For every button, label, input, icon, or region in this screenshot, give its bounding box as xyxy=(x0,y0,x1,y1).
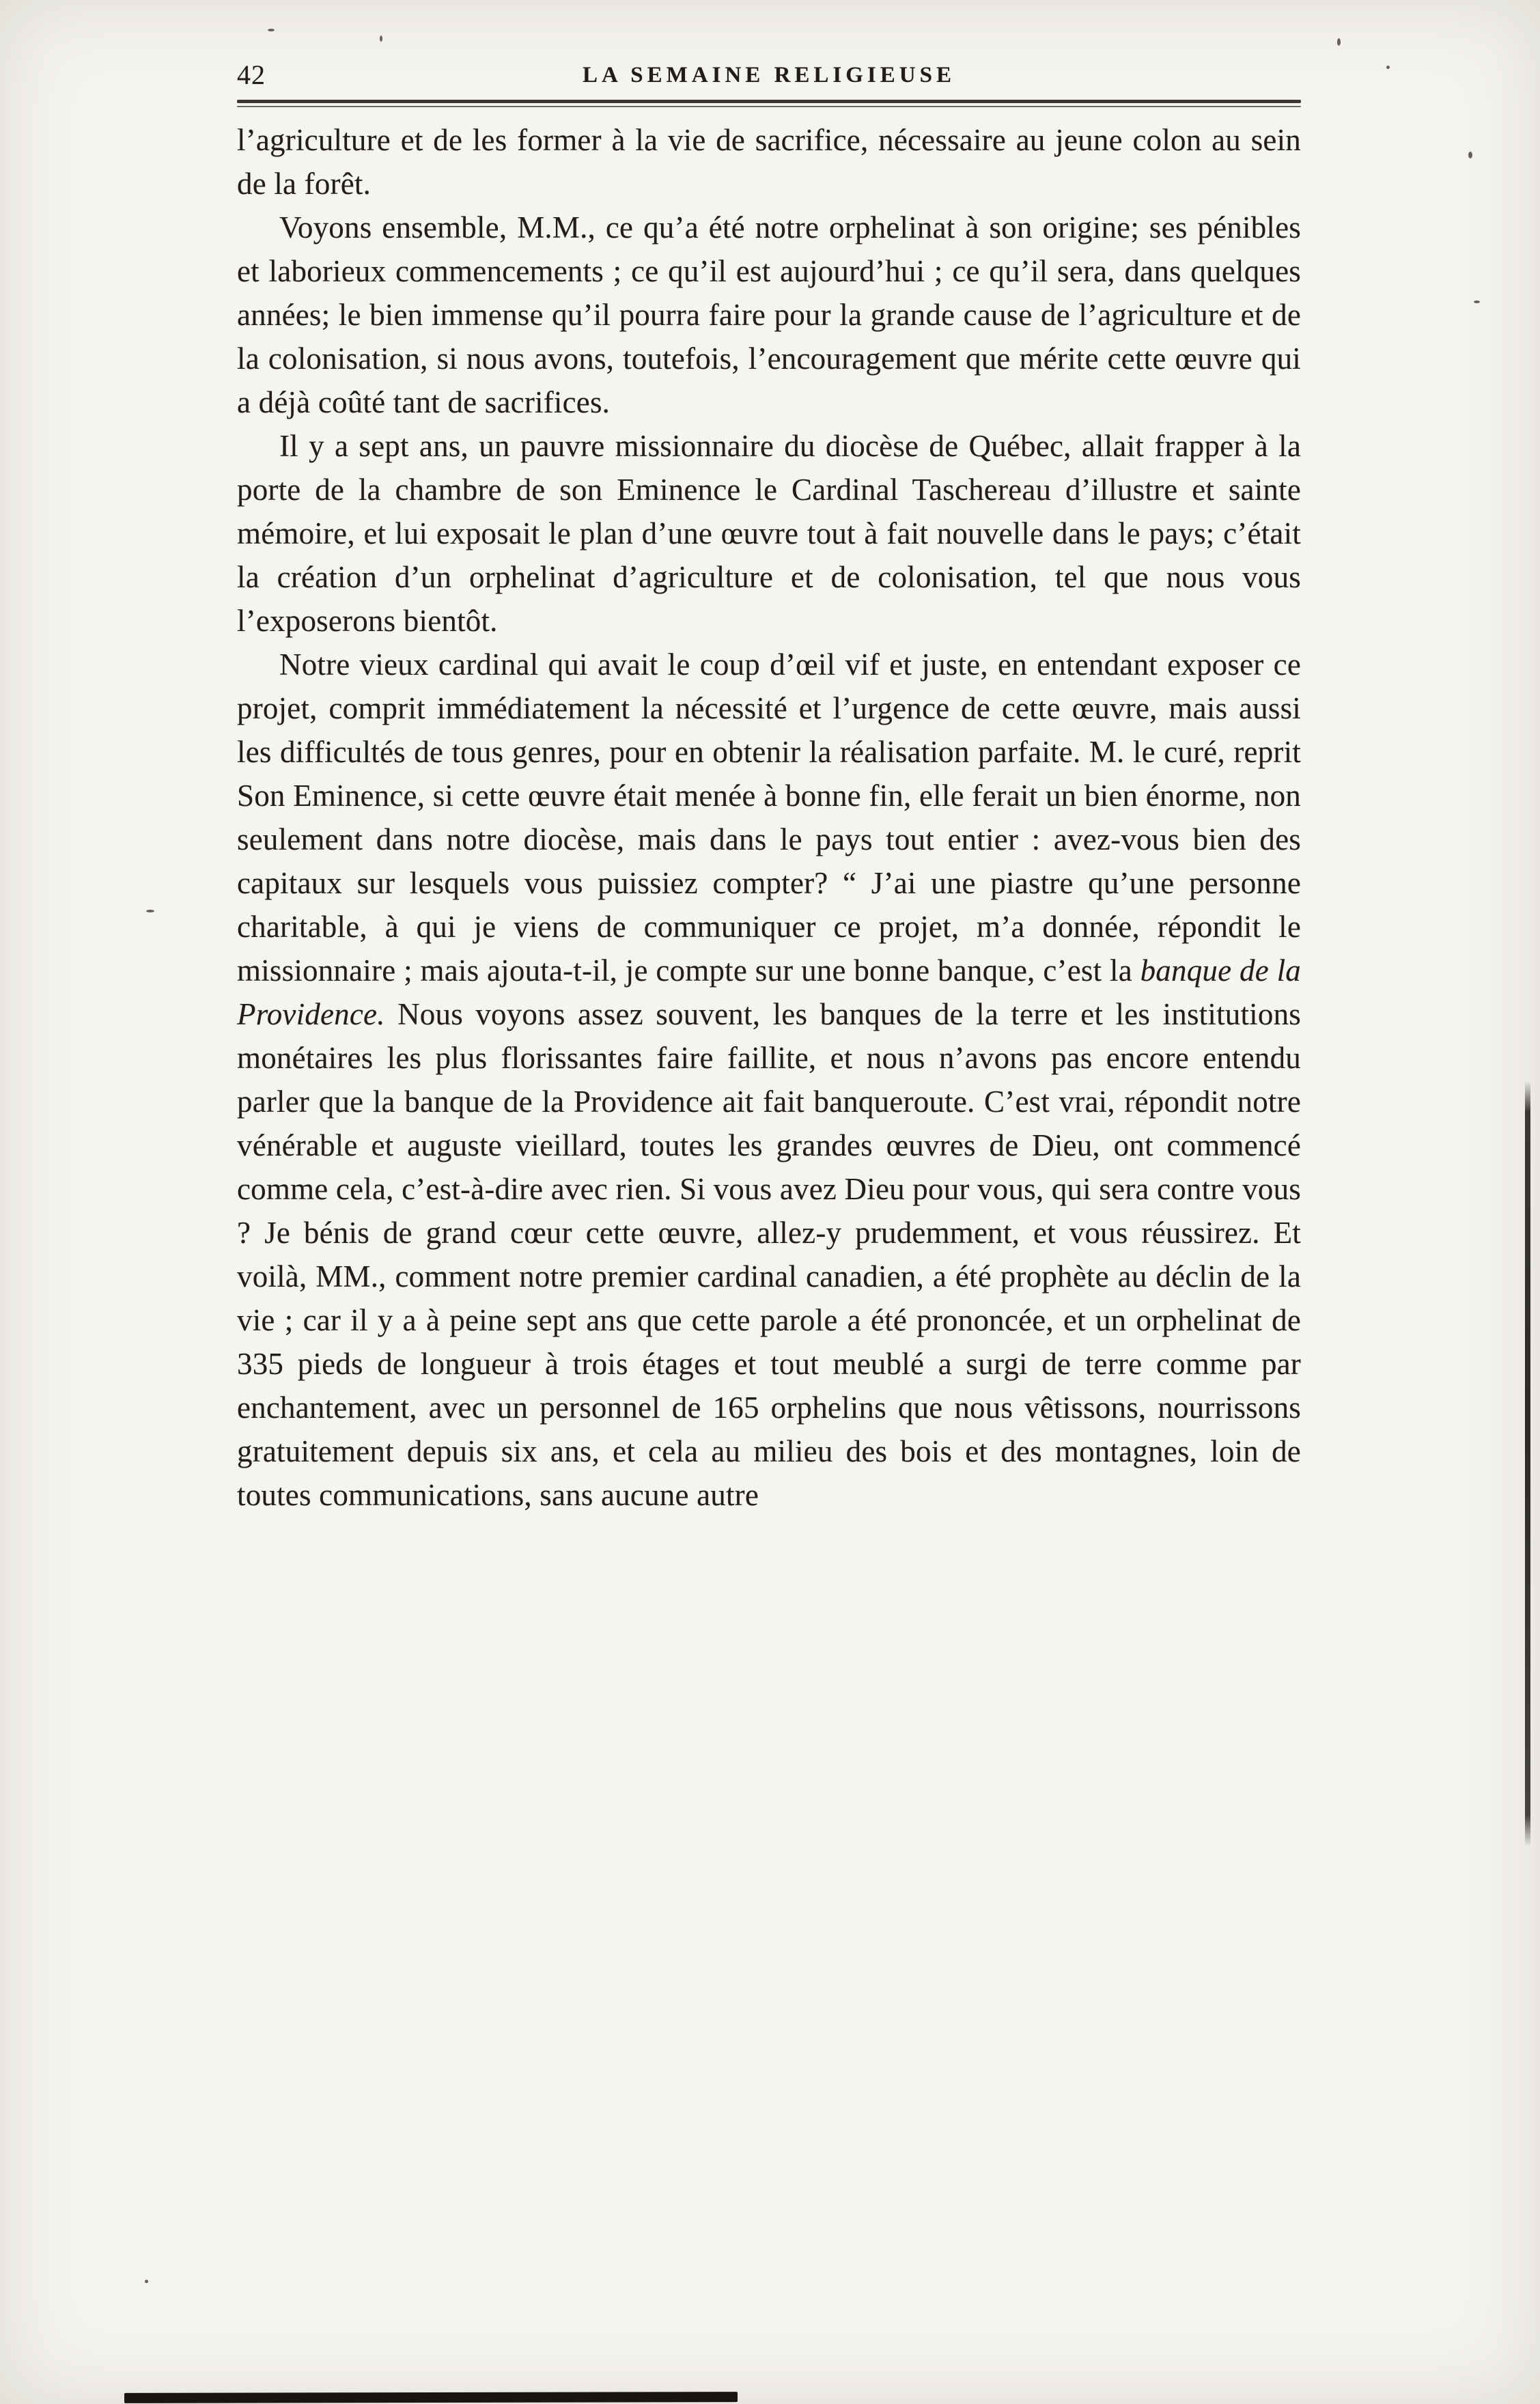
header-rule xyxy=(237,100,1301,107)
text-run: Il y a sept ans, un pauvre missionnaire du diocèse de Québec, allait frapper à la porte de la chambre de son Eminence le Cardinal Taschereau d’illustre et sainte mémoire, et lui exposait le plan d’une œuvre tout à fait nouvelle dans le pays; c’était la création d’un orphelinat d’agriculture et de colonisation, tel que nous vous l’exposerons bientôt. xyxy=(237,429,1301,638)
paragraph xyxy=(237,424,1301,643)
header-rule-thin-line xyxy=(237,106,1301,107)
paragraph xyxy=(237,643,1301,1517)
text-run: Notre vieux cardinal qui avait le coup d’œil vif et juste, en entendant exposer ce projet, comprit immédiatement la nécessité et l’urgence de cette œuvre, mais aussi les difficultés de tous genres, pour en obtenir la réalisation parfaite. M. le curé, reprit Son Eminence, si cette œuvre était menée à bonne fin, elle ferait un bien énorme, non seulement dans notre diocèse, mais dans le pays tout entier : avez-vous bien des capitaux sur lesquels vous puissiez compter? “ J’ai une piastre qu’une personne charitable, à qui je viens de communiquer ce projet, m’a donnée, répondit le missionnaire ; mais ajouta-t-il, je compte sur une bonne banque, c’est la xyxy=(237,647,1301,988)
text-run: Nous voyons assez souvent, les banques de la terre et les institutions monétaires les plus florissantes faire faillite, et nous n’avons pas encore entendu parler que la banque de la Providence ait fait banqueroute. C’est vrai, répondit notre vénérable et auguste vieillard, toutes les grandes œuvres de Dieu, ont commencé comme cela, c’est-à-dire avec rien. Si vous avez Dieu pour vous, qui sera contre vous ? Je bénis de grand cœur cette œuvre, allez-y prudemment, et vous réussirez. Et voilà, MM., comment notre premier cardinal canadien, a été prophète au déclin de la vie ; car il y a à peine sept ans que cette parole a été prononcée, et un orphelinat de 335 pieds de longueur à trois étages et tout meublé a surgi de terre comme par enchantement, avec un personnel de 165 orphelins que nous vêtissons, nourrissons gratuitement depuis six ans, et cela au milieu des bois et des montagnes, loin de toutes communications, sans aucune autre xyxy=(237,997,1301,1512)
page-number: 42 xyxy=(237,59,266,90)
header-rule-thick-line xyxy=(237,100,1301,103)
text-run: Voyons ensemble, M.M., ce qu’a été notre orphelinat à son origine; ses pénibles et laborieux commencements ; ce qu’il est aujourd’hui ; ce qu’il sera, dans quelques années; le bien immense qu’il pourra faire pour la grande cause de l’agriculture et de la colonisation, si nous avons, toutefois, l’encouragement que mérite cette œuvre qui a déjà coûté tant de sacrifices. xyxy=(237,210,1301,419)
text-run: l’agriculture et de les former à la vie de sacrifice, nécessaire au jeune colon au sein de la forêt. xyxy=(237,123,1301,201)
page-header xyxy=(237,57,1301,94)
page-body xyxy=(237,118,1301,1517)
paragraph xyxy=(237,206,1301,424)
italic-phrase: banque de la Providence. xyxy=(237,953,1301,1031)
journal-title: LA SEMAINE RELIGIEUSE xyxy=(583,63,955,87)
paragraph xyxy=(237,118,1301,206)
